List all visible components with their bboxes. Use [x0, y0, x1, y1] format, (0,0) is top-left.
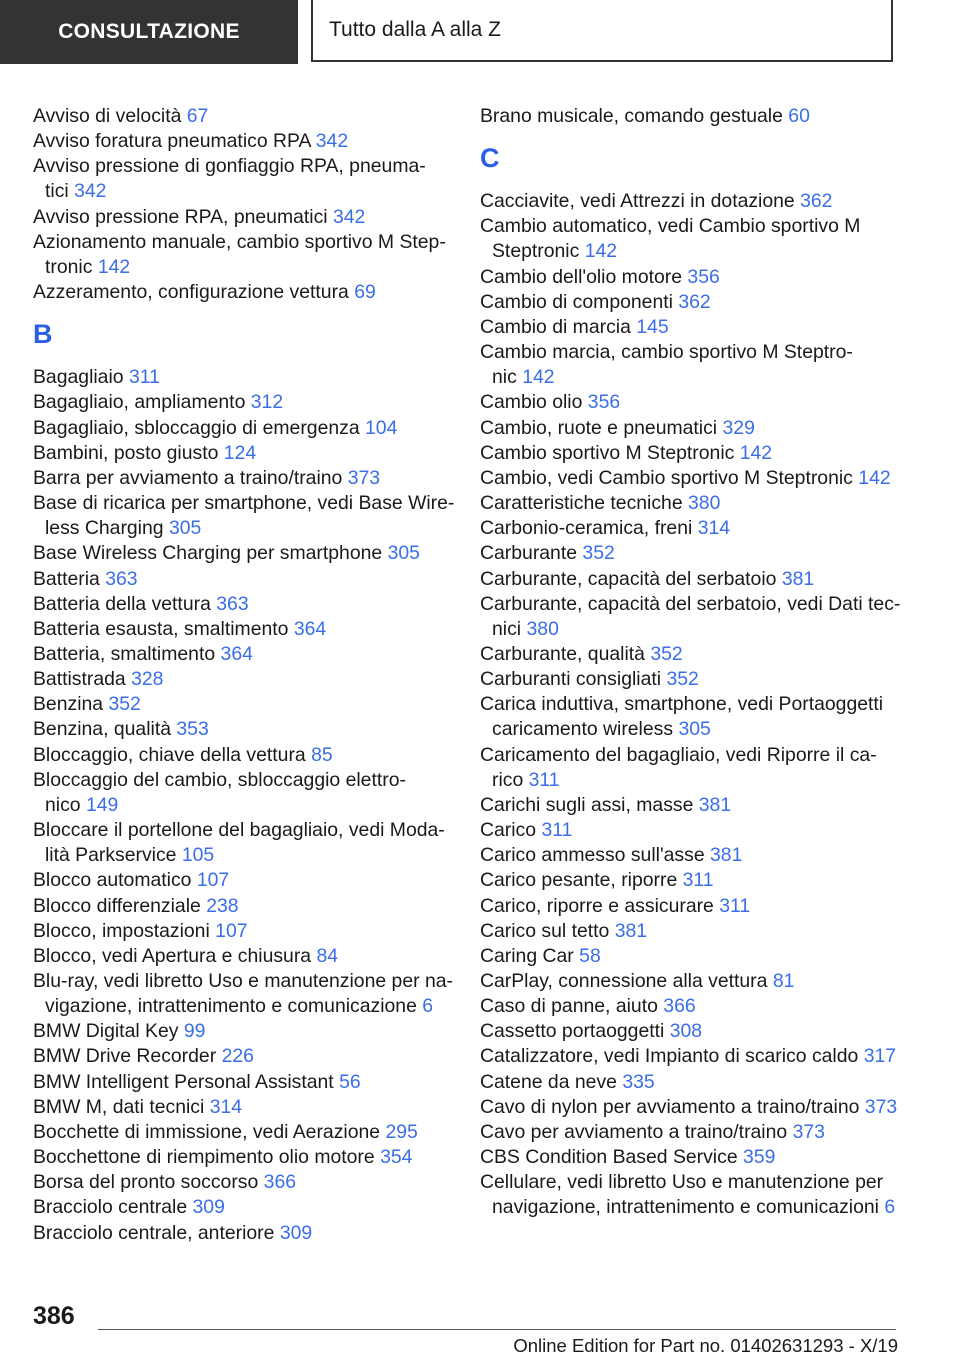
- index-entry: [480, 416, 900, 441]
- page-link[interactable]: 67: [186, 105, 209, 127]
- entry-term: Carburante, capacità del serbatoio, vedi Dati tec-: [480, 592, 901, 615]
- section-letter: B: [33, 319, 53, 350]
- page-link[interactable]: 381: [781, 567, 815, 590]
- index-entry: [480, 315, 900, 340]
- entry-term: Cambio olio: [480, 391, 583, 414]
- page-link[interactable]: 107: [196, 869, 230, 892]
- page-link[interactable]: 342: [332, 205, 366, 228]
- index-entry: [33, 390, 453, 415]
- index-entry: [33, 743, 453, 768]
- entry-term: Carbonio-ceramica, freni: [480, 517, 693, 540]
- page-link[interactable]: 311: [719, 894, 751, 917]
- index-entry: [33, 692, 453, 717]
- entry-term: Caring Car: [480, 944, 574, 967]
- entry-term: Carico ammesso sull'asse: [480, 844, 705, 867]
- page-link[interactable]: 60: [788, 105, 810, 127]
- page-link[interactable]: 145: [636, 315, 669, 338]
- entry-term: Avviso pressione di gonfiaggio RPA, pneuma-: [33, 155, 426, 178]
- entry-term: Steptronic: [492, 240, 580, 263]
- entry-term: CBS Condition Based Service: [480, 1146, 738, 1169]
- page-link[interactable]: 356: [687, 265, 720, 288]
- index-entry: [33, 205, 453, 230]
- page-link[interactable]: 329: [722, 416, 755, 439]
- entry-term: Carico pesante, riporre: [480, 869, 678, 892]
- page-link[interactable]: 352: [108, 693, 141, 716]
- entry-term: Bagagliaio, ampliamento: [33, 391, 246, 414]
- index-entry: [480, 994, 900, 1019]
- index-entry: [33, 230, 453, 280]
- index-entry: [33, 280, 453, 305]
- entry-term: BMW Intelligent Personal Assistant: [33, 1070, 334, 1093]
- entry-term: Cambio, vedi Cambio sportivo M Steptronic: [480, 466, 853, 489]
- entry-term: Carburante, capacità del serbatoio: [480, 567, 777, 590]
- page-link[interactable]: 363: [105, 567, 138, 590]
- index-entry: [480, 1120, 900, 1145]
- page-link[interactable]: 58: [579, 944, 601, 967]
- page-link[interactable]: 142: [739, 441, 773, 464]
- index-entry: [33, 717, 453, 742]
- entry-term: Blocco, vedi Apertura e chiusura: [33, 944, 312, 967]
- entry-term: Batteria, smaltimento: [33, 642, 216, 665]
- page-link[interactable]: 328: [131, 668, 164, 691]
- index-entry: [33, 416, 453, 441]
- page-link[interactable]: 364: [220, 642, 253, 665]
- index-entry: [33, 1120, 453, 1145]
- entry-term: Cambio automatico, vedi Cambio sportivo M: [480, 215, 861, 238]
- page-link[interactable]: 305: [168, 517, 202, 540]
- entry-term: nici: [492, 617, 522, 640]
- page-link[interactable]: 309: [279, 1221, 313, 1244]
- page-link[interactable]: 362: [678, 290, 711, 313]
- page-link[interactable]: 107: [215, 919, 248, 942]
- page-link[interactable]: 373: [347, 466, 381, 489]
- index-entry: [33, 129, 453, 154]
- index-entry: [33, 1221, 453, 1246]
- entry-term: Caso di panne, aiuto: [480, 995, 658, 1018]
- entry-term: Carica induttiva, smartphone, vedi Portaoggetti: [480, 693, 884, 716]
- page-link[interactable]: 311: [128, 366, 160, 389]
- footer-edition: Online Edition for Part no. 01402631293 - X/19: [513, 1335, 898, 1356]
- entry-term: BMW Drive Recorder: [33, 1045, 217, 1068]
- page-link[interactable]: 381: [614, 919, 648, 942]
- index-entry: [33, 1044, 453, 1069]
- entry-term: tronic: [45, 255, 93, 278]
- page-link[interactable]: 354: [380, 1146, 413, 1169]
- entry-term: Carburante, qualità: [480, 642, 645, 665]
- entry-term: Cavo di nylon per avviamento a traino/traino: [480, 1095, 860, 1118]
- index-entry: [480, 667, 900, 692]
- page-link[interactable]: 373: [864, 1095, 898, 1118]
- entry-term: BMW Digital Key: [33, 1020, 179, 1043]
- page-link[interactable]: 308: [669, 1020, 703, 1043]
- page-link[interactable]: 142: [858, 466, 891, 489]
- entry-term: Carburante: [480, 542, 578, 565]
- page-link[interactable]: 124: [223, 441, 257, 464]
- index-entry: [33, 592, 453, 617]
- index-entry: [33, 667, 453, 692]
- index-entry: [33, 944, 453, 969]
- entry-term: Benzina, qualità: [33, 718, 171, 741]
- page-link[interactable]: 342: [315, 130, 349, 153]
- entry-term: Cassetto portaoggetti: [480, 1020, 665, 1043]
- page-link[interactable]: 238: [206, 894, 239, 917]
- page-link[interactable]: 364: [293, 617, 327, 640]
- page-link[interactable]: 295: [385, 1120, 418, 1143]
- entry-term: Cambio di componenti: [480, 290, 673, 313]
- entry-term: Cambio di marcia: [480, 315, 631, 338]
- page-link[interactable]: 142: [97, 255, 131, 278]
- entry-term: Catene da neve: [480, 1070, 617, 1093]
- entry-term: Carburanti consigliati: [480, 668, 662, 691]
- page-link[interactable]: 142: [522, 366, 555, 389]
- index-column-right: [480, 104, 900, 1221]
- index-entry: [480, 969, 900, 994]
- page-link[interactable]: 149: [85, 793, 119, 816]
- page-link[interactable]: 380: [688, 492, 721, 515]
- index-entry: [480, 894, 900, 919]
- index-entry: [480, 843, 900, 868]
- index-entry: [480, 340, 900, 390]
- page-link[interactable]: 363: [216, 592, 249, 615]
- page-link[interactable]: 104: [365, 416, 398, 439]
- chapter-title: Tutto dalla A alla Z: [329, 18, 501, 41]
- entry-term: Bloccaggio, chiave della vettura: [33, 743, 306, 766]
- page-link[interactable]: 305: [678, 718, 711, 741]
- index-entry: [480, 743, 900, 793]
- index-entry: [33, 1095, 453, 1120]
- page-link[interactable]: 335: [622, 1070, 655, 1093]
- page-link[interactable]: 105: [181, 844, 215, 867]
- page-link[interactable]: 6: [422, 995, 434, 1018]
- index-entry: [33, 541, 453, 566]
- page-link[interactable]: 353: [176, 718, 209, 741]
- index-entry: [33, 1170, 453, 1195]
- page-link[interactable]: 6: [884, 1196, 896, 1219]
- entry-term: Bagagliaio: [33, 366, 124, 389]
- index-entry: [480, 692, 900, 742]
- entry-term: Blocco automatico: [33, 869, 192, 892]
- page-link[interactable]: 381: [710, 844, 743, 867]
- entry-term: Carico sul tetto: [480, 919, 610, 942]
- entry-term: Avviso foratura pneumatico RPA: [33, 130, 311, 153]
- entry-term: Blu-ray, vedi libretto Uso e manutenzione per na-: [33, 970, 453, 992]
- index-entry: [480, 818, 900, 843]
- index-entry: [33, 642, 453, 667]
- index-entry: [33, 365, 453, 390]
- entry-term: Blocco, impostazioni: [33, 919, 210, 942]
- entry-term: Battistrada: [33, 668, 126, 691]
- entry-term: Cellulare, vedi libretto Uso e manutenzione per: [480, 1171, 884, 1194]
- entry-term: navigazione, intrattenimento e comunicazioni: [492, 1196, 879, 1219]
- index-entry: [33, 919, 453, 944]
- index-entry: [480, 868, 900, 893]
- index-entry: [480, 1044, 900, 1069]
- entry-term: Caricamento del bagagliaio, vedi Riporre il ca-: [480, 743, 877, 766]
- entry-term: Carico: [480, 819, 537, 842]
- index-entry: [480, 1170, 900, 1220]
- index-entry: [480, 104, 900, 129]
- entry-term: Bocchette di immissione, vedi Aerazione: [33, 1120, 381, 1143]
- page-link[interactable]: 342: [74, 180, 107, 203]
- entry-term: Caratteristiche tecniche: [480, 492, 683, 515]
- entry-term: Bloccaggio del cambio, sbloccaggio elettro-: [33, 768, 406, 791]
- page-link[interactable]: 305: [387, 542, 420, 565]
- page-link[interactable]: 314: [209, 1095, 243, 1118]
- index-entry: [480, 944, 900, 969]
- entry-term: Cambio, ruote e pneumatici: [480, 416, 718, 439]
- page-link[interactable]: 366: [263, 1171, 297, 1194]
- index-entry: [480, 265, 900, 290]
- index-entry: [480, 491, 900, 516]
- page-link[interactable]: 352: [582, 542, 615, 565]
- page-link[interactable]: 99: [183, 1020, 206, 1043]
- entry-term: Cambio dell'olio motore: [480, 265, 683, 288]
- index-entry: [480, 466, 900, 491]
- index-entry: [480, 214, 900, 264]
- index-entry: [480, 1145, 900, 1170]
- page-link[interactable]: 312: [250, 391, 284, 414]
- page-link[interactable]: 311: [682, 869, 714, 892]
- index-entry: [480, 1019, 900, 1044]
- entry-term: lità Parkservice: [45, 844, 177, 867]
- index-entry: [33, 1145, 453, 1170]
- entry-term: Azzeramento, configurazione vettura: [33, 281, 349, 304]
- entry-term: nic: [492, 366, 517, 389]
- page-link[interactable]: 142: [584, 240, 618, 263]
- page-link[interactable]: 317: [863, 1045, 897, 1068]
- entry-term: Batteria della vettura: [33, 592, 211, 615]
- entry-term: Carico, riporre e assicurare: [480, 894, 714, 917]
- index-entry: [33, 441, 453, 466]
- index-entry: [480, 793, 900, 818]
- entry-term: Barra per avviamento a traino/traino: [33, 466, 343, 489]
- page-number: 386: [33, 1302, 75, 1330]
- entry-term: Carichi sugli assi, masse: [480, 793, 694, 816]
- entry-term: Batteria: [33, 567, 100, 590]
- page-link[interactable]: 84: [316, 944, 339, 967]
- entry-term: vigazione, intrattenimento e comunicazione: [45, 995, 417, 1018]
- entry-term: Avviso pressione RPA, pneumatici: [33, 205, 328, 228]
- entry-term: Catalizzatore, vedi Impianto di scarico caldo: [480, 1045, 859, 1068]
- page-link[interactable]: 362: [800, 190, 833, 213]
- entry-term: tici: [45, 180, 69, 203]
- entry-term: Bracciolo centrale, anteriore: [33, 1221, 275, 1244]
- index-entry: [33, 818, 453, 868]
- entry-term: Brano musicale, comando gestuale: [480, 105, 783, 127]
- index-entry: [480, 919, 900, 944]
- index-entry: [480, 567, 900, 592]
- entry-term: CarPlay, connessione alla vettura: [480, 970, 768, 992]
- index-entry: [480, 592, 900, 642]
- index-entry: [33, 894, 453, 919]
- entry-term: Borsa del pronto soccorso: [33, 1171, 259, 1194]
- index-entry: [33, 491, 453, 541]
- page-link[interactable]: 226: [221, 1045, 254, 1068]
- index-entry: [480, 541, 900, 566]
- entry-term: BMW M, dati tecnici: [33, 1095, 205, 1118]
- index-entry: [480, 441, 900, 466]
- page-link[interactable]: 311: [528, 768, 560, 791]
- page-link[interactable]: 56: [339, 1070, 361, 1093]
- section-letter: C: [480, 143, 500, 174]
- entry-term: Bracciolo centrale: [33, 1196, 188, 1219]
- index-entry: [33, 1195, 453, 1220]
- index-entry: [480, 290, 900, 315]
- index-entry: [33, 969, 453, 1019]
- entry-term: Azionamento manuale, cambio sportivo M Step-: [33, 230, 446, 253]
- entry-term: Bambini, posto giusto: [33, 441, 219, 464]
- page-link[interactable]: 69: [354, 281, 376, 304]
- index-entry: [480, 1070, 900, 1095]
- entry-term: rico: [492, 768, 524, 791]
- entry-term: Avviso di velocità: [33, 105, 182, 127]
- entry-term: Bagagliaio, sbloccaggio di emergenza: [33, 416, 360, 439]
- entry-term: Cavo per avviamento a traino/traino: [480, 1120, 788, 1143]
- page-link[interactable]: 380: [526, 617, 559, 640]
- index-entry: [480, 642, 900, 667]
- page-link[interactable]: 352: [650, 642, 683, 665]
- entry-term: Bloccare il portellone del bagagliaio, vedi Moda-: [33, 819, 445, 842]
- chapter-tab: [311, 0, 893, 62]
- page-link[interactable]: 359: [743, 1146, 776, 1169]
- page-link[interactable]: 85: [311, 743, 333, 766]
- page-link[interactable]: 352: [666, 668, 699, 691]
- entry-term: caricamento wireless: [492, 718, 674, 741]
- entry-term: nico: [45, 793, 81, 816]
- index-entry: [33, 154, 453, 204]
- entry-term: Benzina: [33, 693, 104, 716]
- page-link[interactable]: 309: [192, 1196, 225, 1219]
- index-entry: [33, 1070, 453, 1095]
- index-entry: [33, 567, 453, 592]
- page-link[interactable]: 356: [587, 391, 621, 414]
- index-entry: [33, 768, 453, 818]
- entry-term: Cambio sportivo M Steptronic: [480, 441, 735, 464]
- index-entry: [33, 1019, 453, 1044]
- section-tab: [0, 0, 298, 64]
- page-link[interactable]: 373: [792, 1120, 825, 1143]
- index-entry: [480, 516, 900, 541]
- footer-divider: [98, 1329, 896, 1330]
- entry-term: Cambio marcia, cambio sportivo M Steptro-: [480, 341, 853, 364]
- entry-term: Cacciavite, vedi Attrezzi in dotazione: [480, 190, 795, 213]
- entry-term: Base Wireless Charging per smartphone: [33, 542, 383, 565]
- page-link[interactable]: 366: [663, 995, 696, 1018]
- index-entry: [33, 104, 453, 129]
- entry-term: Batteria esausta, smaltimento: [33, 617, 289, 640]
- index-entry: [33, 617, 453, 642]
- page-link[interactable]: 81: [772, 970, 795, 992]
- entry-term: Base di ricarica per smartphone, vedi Base Wire-: [33, 492, 455, 515]
- index-entry: [480, 1095, 900, 1120]
- index-entry: [33, 466, 453, 491]
- section-title: CONSULTAZIONE: [58, 20, 240, 43]
- entry-term: Bocchettone di riempimento olio motore: [33, 1146, 375, 1169]
- entry-term: Blocco differenziale: [33, 894, 201, 917]
- page-link[interactable]: 311: [541, 819, 573, 842]
- index-column-left: [33, 104, 453, 1246]
- page-link[interactable]: 314: [697, 517, 731, 540]
- index-entry: [480, 390, 900, 415]
- page-link[interactable]: 381: [698, 793, 732, 816]
- entry-term: less Charging: [45, 517, 164, 540]
- index-entry: [480, 189, 900, 214]
- index-entry: [33, 868, 453, 893]
